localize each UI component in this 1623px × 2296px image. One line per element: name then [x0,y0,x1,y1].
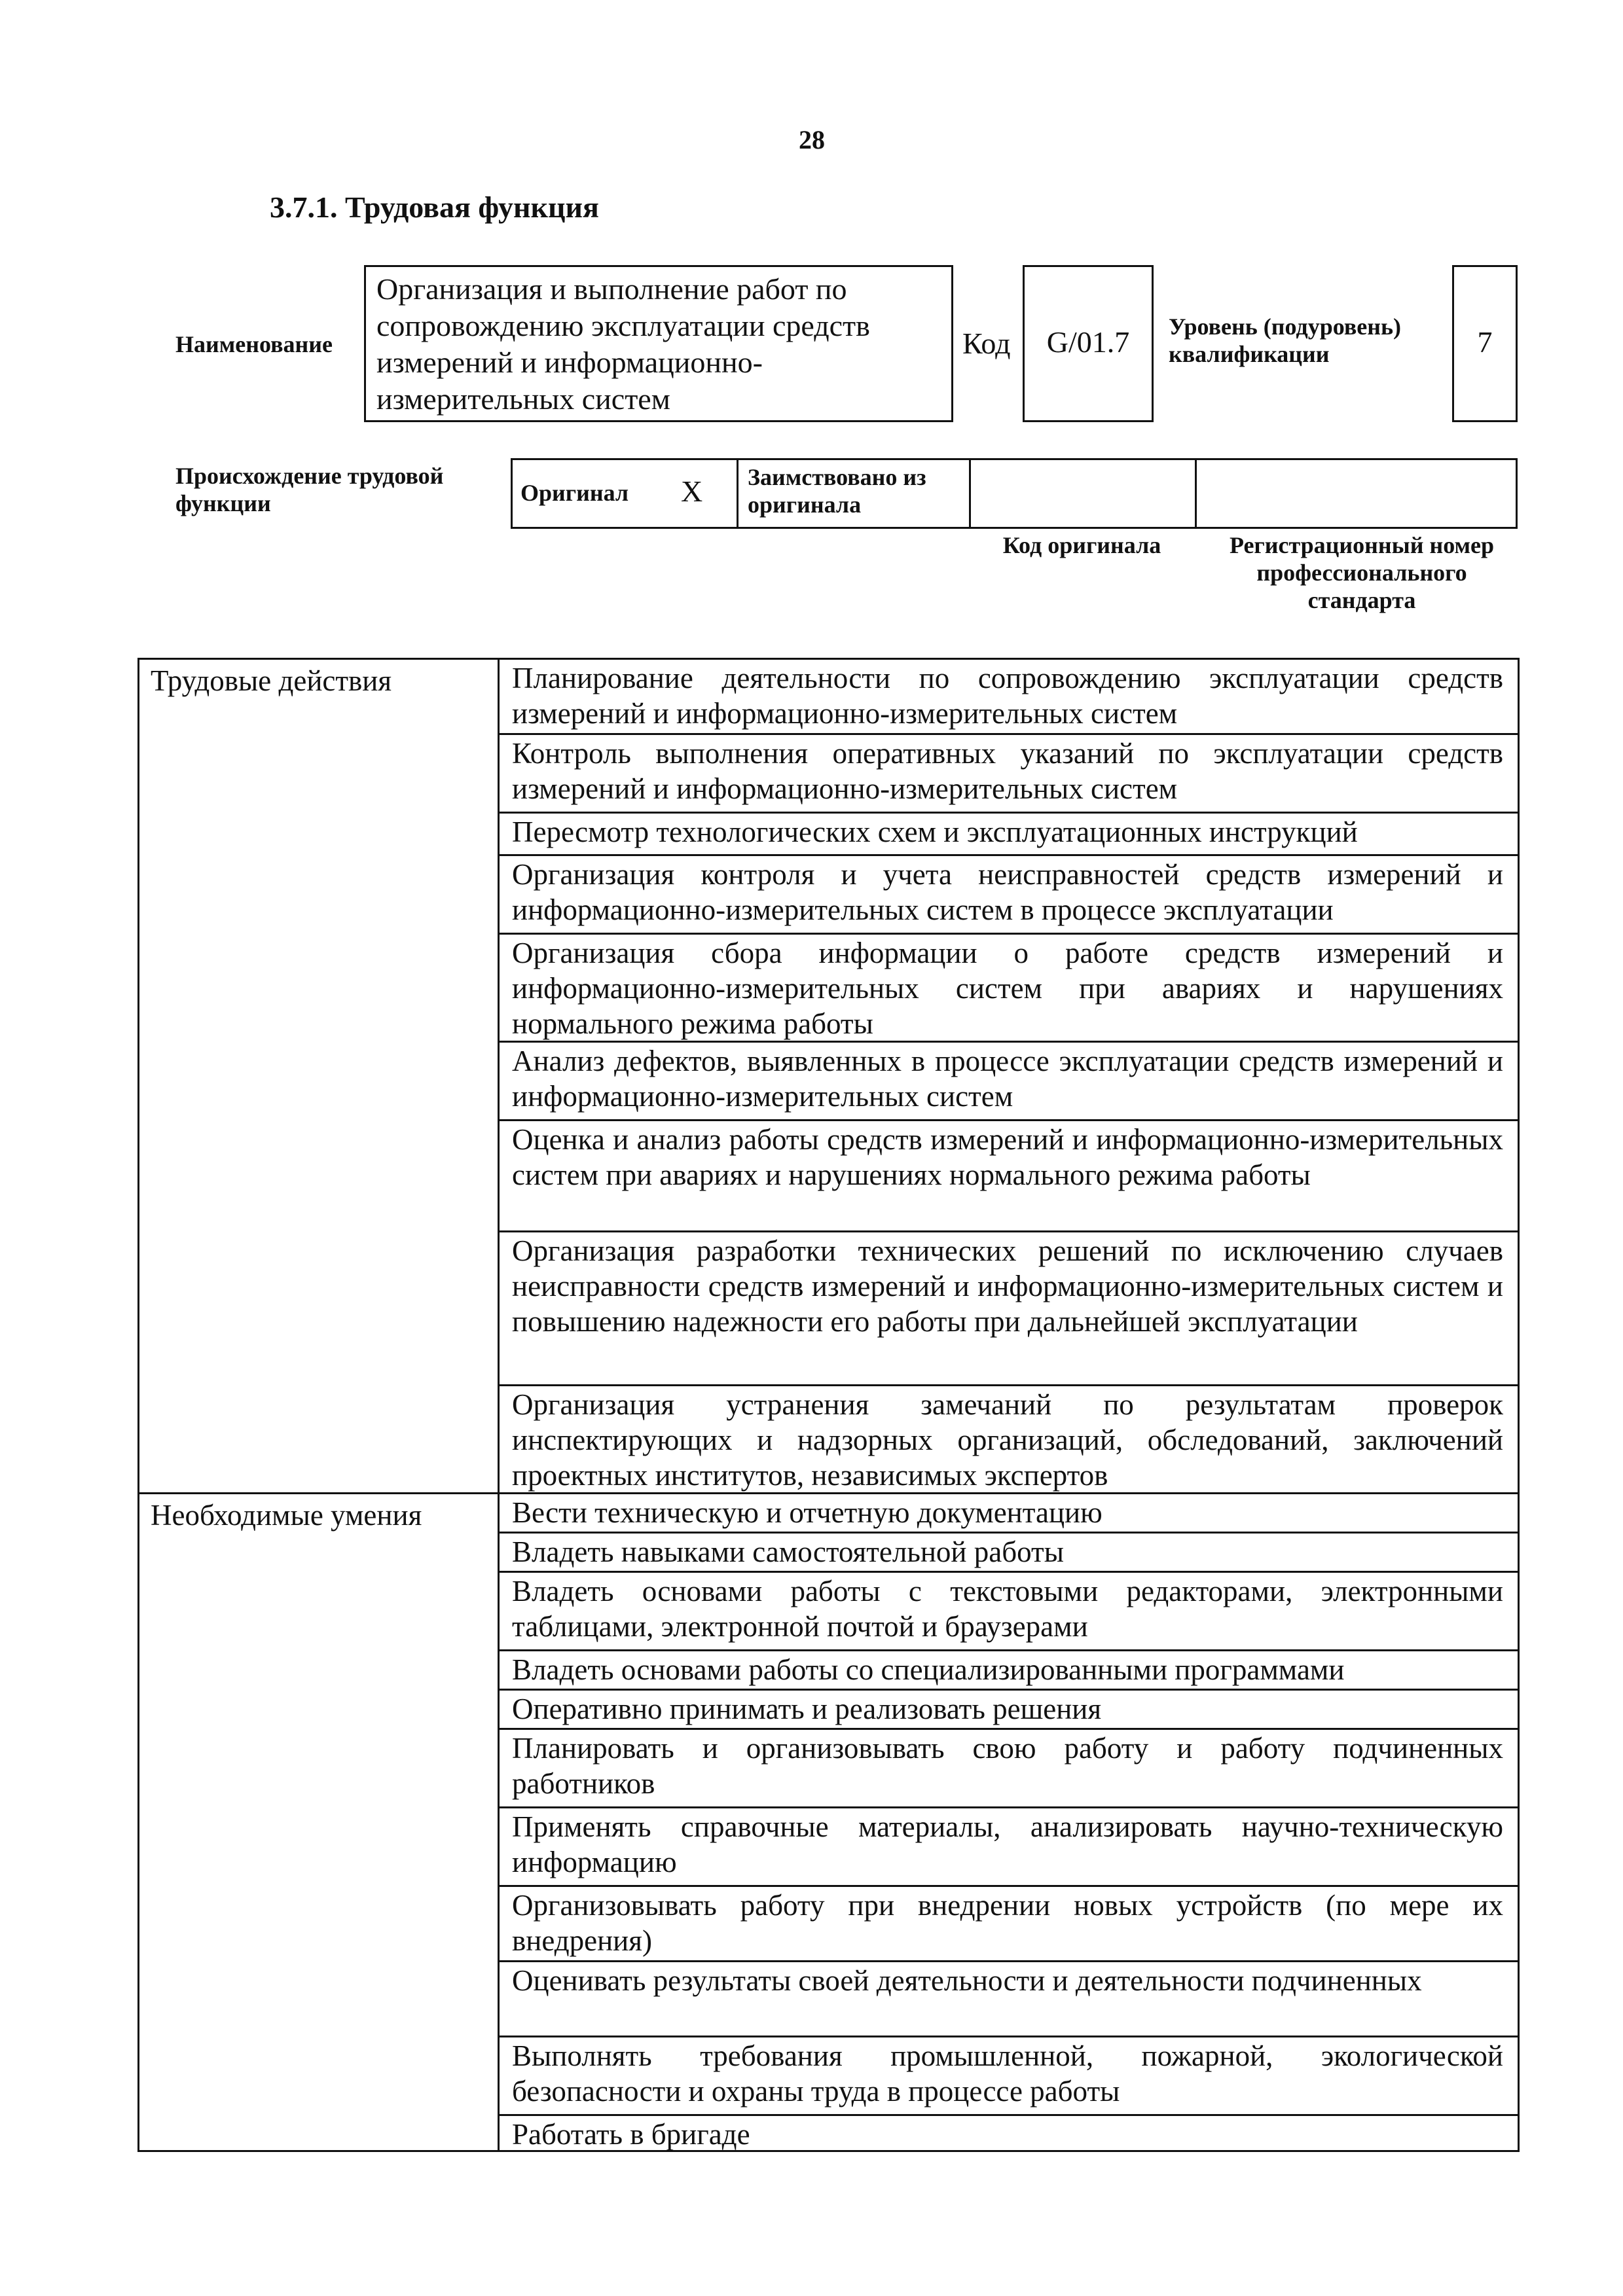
section-title: 3.7.1. Трудовая функция [270,190,599,224]
code-value: G/01.7 [1046,325,1130,359]
labor-action-item-divider [498,854,1518,856]
labor-action-item-divider [498,933,1518,935]
skill-item-divider [498,1532,1518,1534]
skill-item-divider [498,1885,1518,1887]
labor-action-item: Организация разработки технических решений по исключению случаев неисправности средств измерений и информационно-измерительных систем и повышению надежности его работы при дальнейшей эксплуатации [512,1234,1503,1338]
labor-action-item: Организация контроля и учета неисправностей средств измерений и информационно-измерительных систем в процессе эксплуатации [512,858,1503,926]
skill-item: Работать в бригаде [512,2118,750,2151]
origin-label: Происхождение трудовой функции [175,463,444,516]
skill-item-divider [498,1728,1518,1730]
skill-item-divider [498,1689,1518,1691]
page-number: 28 [799,125,825,154]
original-code-caption: Код оригинала [1002,532,1161,558]
code-value-box [1023,265,1154,422]
origin-divider-1 [737,458,739,529]
skill-item: Владеть основами работы со специализированными программами [512,1653,1345,1686]
labor-action-item-divider [498,1230,1518,1232]
labor-action-item-divider [498,1119,1518,1121]
skill-item: Владеть основами работы с текстовыми редакторами, электронными таблицами, электронной почтой и браузерами [512,1575,1503,1643]
table-border-right [1518,658,1520,2150]
labor-action-item: Контроль выполнения оперативных указаний по эксплуатации средств измерений и информационно-измерительных систем [512,737,1503,805]
skill-item: Оперативно принимать и реализовать решения [512,1693,1102,1725]
origin-divider-2 [969,458,971,529]
labor-action-item: Планирование деятельности по сопровождению эксплуатации средств измерений и информационно-измерительных систем [512,662,1503,730]
name-value-box [364,265,953,422]
table-border-left [137,658,139,2150]
labor-action-item: Организация сбора информации о работе средств измерений и информационно-измерительных систем при авариях и нарушениях нормального режима работы [512,937,1503,1040]
labor-action-item-divider [498,812,1518,814]
name-value: Организация и выполнение работ по сопровождению эксплуатации средств измерений и информационно-измерительных систем [376,272,870,416]
skill-item-divider [498,2114,1518,2116]
level-label: Уровень (подуровень) квалификации [1169,314,1402,367]
skill-item: Планировать и организовывать свою работу и работу подчиненных работников [512,1732,1503,1800]
labor-action-item: Оценка и анализ работы средств измерений и информационно-измерительных систем при авариях и нарушениях нормального режима работы [512,1123,1503,1191]
skill-item: Выполнять требования промышленной, пожарной, экологической безопасности и охраны труда в процессе работы [512,2039,1503,2108]
reg-number-caption: Регистрационный номер профессионального стандарта [1229,532,1495,613]
level-value: 7 [1477,325,1493,359]
origin-table [511,458,1518,529]
skill-item-divider [498,1649,1518,1651]
labor-action-item: Организация устранения замечаний по результатам проверок инспектирующих и надзорных организаций, обследований, заключений проектных институтов, независимых экспертов [512,1388,1503,1492]
skill-item-divider [498,1571,1518,1573]
labor-action-item-divider [498,1384,1518,1386]
skill-item: Вести техническую и отчетную документацию [512,1496,1103,1529]
origin-borrowed-label: Заимствовано из оригинала [748,464,926,518]
skill-item-divider [498,1960,1518,1962]
labor-action-item-divider [498,733,1518,735]
origin-divider-3 [1195,458,1197,529]
skill-item-divider [498,1806,1518,1808]
table-border-top [137,658,1518,660]
labor-actions-label: Трудовые действия [151,664,392,697]
skill-item: Применять справочные материалы, анализировать научно-техническую информацию [512,1810,1503,1878]
skill-item-divider [498,2036,1518,2037]
origin-original-label: Оригинал [520,480,629,506]
skill-item: Владеть навыками самостоятельной работы [512,1535,1064,1568]
skill-item: Оценивать результаты своей деятельности и деятельности подчиненных [512,1964,1422,1997]
level-value-box [1452,265,1518,422]
labor-action-item: Пересмотр технологических схем и эксплуатационных инструкций [512,816,1358,848]
skill-item: Организовывать работу при внедрении новых устройств (по мере их внедрения) [512,1889,1503,1957]
origin-original-mark: X [681,475,703,508]
table-column-divider [498,658,500,2150]
required-skills-label: Необходимые умения [151,1499,422,1532]
labor-action-item-divider [498,1041,1518,1043]
name-label: Наименование [175,331,333,357]
labor-action-item: Анализ дефектов, выявленных в процессе эксплуатации средств измерений и информационно-измерительных систем [512,1045,1503,1113]
code-label: Код [962,327,1011,360]
